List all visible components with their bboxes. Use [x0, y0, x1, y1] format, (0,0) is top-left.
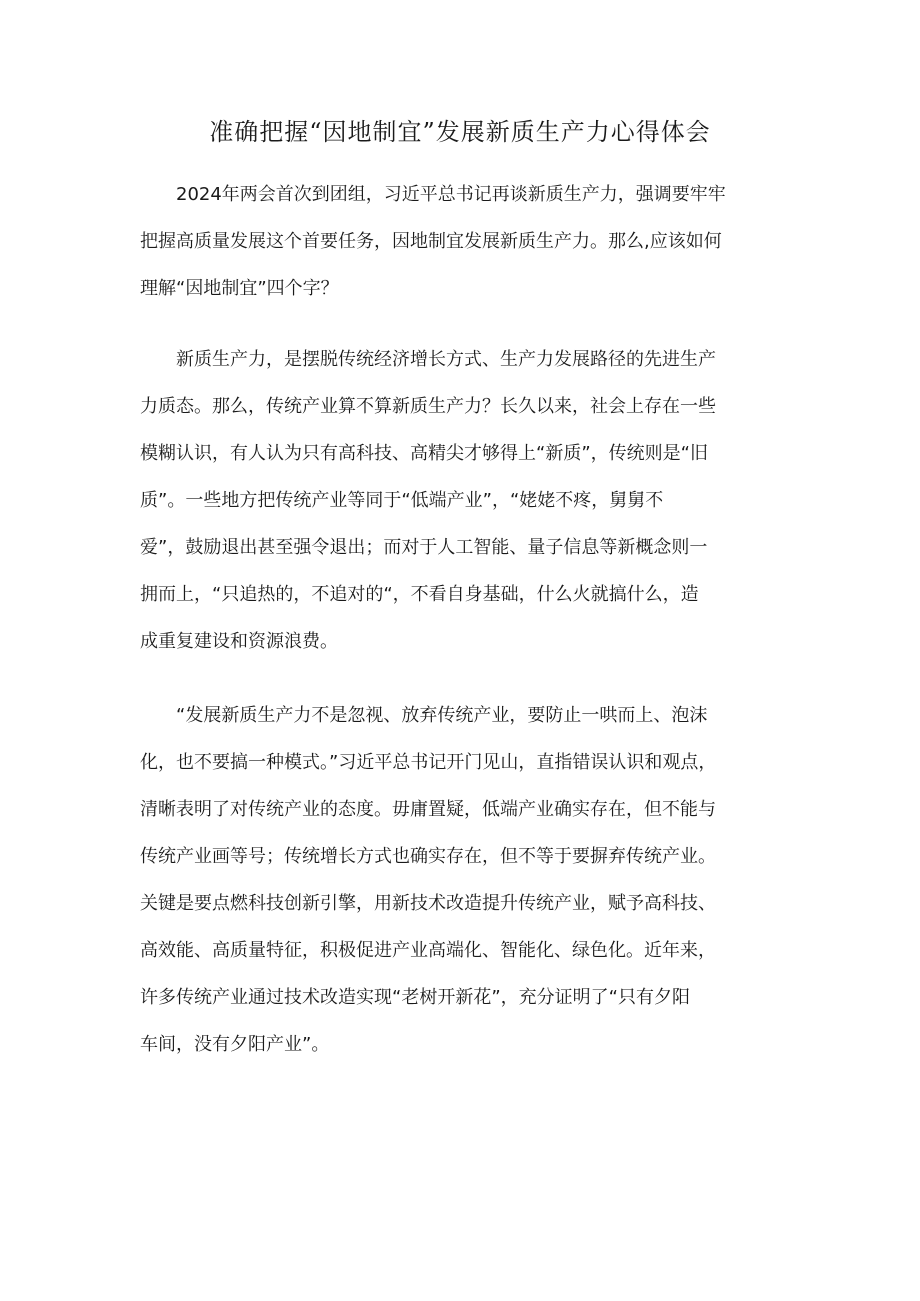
paragraph-line: 2024年两会首次到团组，习近平总书记再谈新质生产力，强调要牢牢	[176, 184, 726, 205]
paragraph-2	[140, 336, 790, 665]
paragraph-line: 传统产业画等号；传统增长方式也确实存在，但不等于要摒弃传统产业。	[140, 846, 716, 867]
paragraph-line: 车间，没有夕阳产业”。	[140, 1034, 330, 1055]
paragraph-line: 化，也不要搞一种模式。”习近平总书记开门见山，直指错误认识和观点，	[140, 752, 717, 773]
paragraph-3	[140, 692, 790, 1068]
paragraph-line: 理解“因地制宜”四个字？	[140, 278, 339, 299]
paragraph-line: 清晰表明了对传统产业的态度。毋庸置疑，低端产业确实存在，但不能与	[140, 799, 716, 820]
paragraph-line: 把握高质量发展这个首要任务，因地制宜发展新质生产力。那么,应该如何	[140, 231, 722, 252]
paragraph-line: “发展新质生产力不是忽视、放弃传统产业，要防止一哄而上、泡沫	[176, 705, 708, 726]
paragraph-line: 模糊认识，有人认为只有高科技、高精尖才够得上“新质”，传统则是“旧	[140, 443, 708, 464]
paragraph-line: 关键是要点燃科技创新引擎，用新技术改造提升传统产业，赋予高科技、	[140, 893, 716, 914]
paragraph-line: 爱”，鼓励退出甚至强令退出；而对于人工智能、量子信息等新概念则一	[140, 537, 708, 558]
paragraph-line: 新质生产力，是摆脱传统经济增长方式、生产力发展路径的先进生产	[176, 349, 716, 370]
document-title: 准确把握“因地制宜”发展新质生产力心得体会	[209, 118, 711, 146]
paragraph-line: 质”。一些地方把传统产业等同于“低端产业”，“姥姥不疼，舅舅不	[140, 490, 664, 511]
paragraph-line: 力质态。那么，传统产业算不算新质生产力？长久以来，社会上存在一些	[140, 396, 716, 417]
paragraph-line: 成重复建设和资源浪费。	[140, 631, 338, 652]
paragraph-line: 高效能、高质量特征，积极促进产业高端化、智能化、绿色化。近年来，	[140, 940, 716, 961]
paragraph-line: 拥而上，“只追热的，不追对的“，不看自身基础，什么火就搞什么，造	[140, 584, 699, 605]
paragraph-1	[140, 171, 790, 312]
paragraph-line: 许多传统产业通过技术改造实现“老树开新花”，充分证明了“只有夕阳	[140, 987, 690, 1008]
